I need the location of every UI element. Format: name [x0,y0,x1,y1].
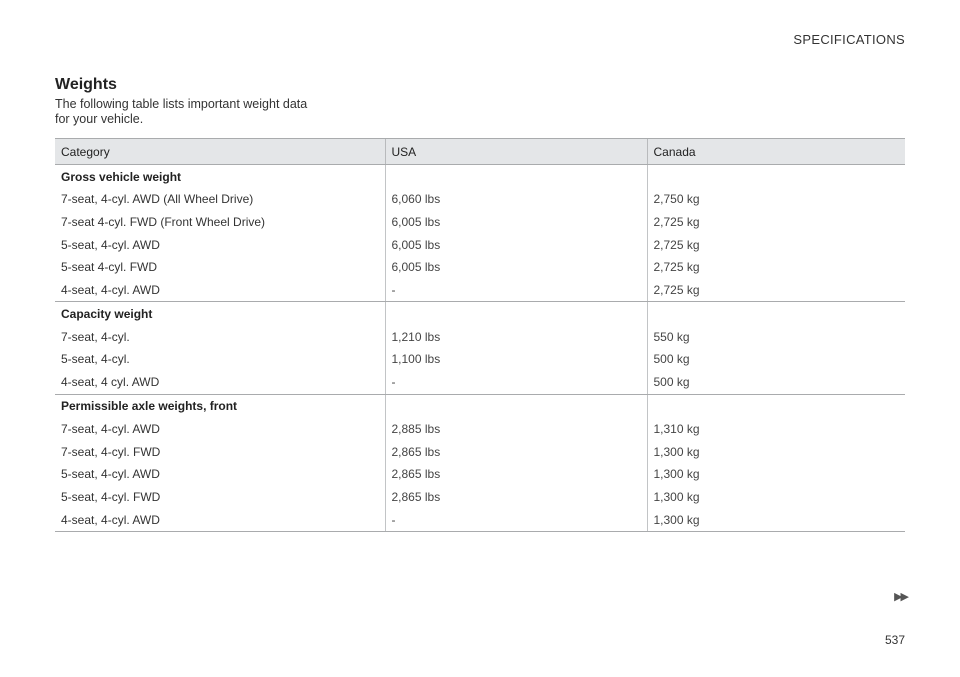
row-usa-value: 6,060 lbs [385,188,647,211]
group-header-row [55,302,905,326]
group-title: Permissible axle weights, front [61,399,238,413]
row-usa-value: 2,865 lbs [385,486,647,509]
section-title: Weights [55,76,117,93]
table-row [55,348,905,371]
row-usa-value: - [385,508,647,531]
row-usa-value: 6,005 lbs [385,233,647,256]
row-category: 5-seat, 4-cyl. AWD [61,237,160,252]
row-usa-value: - [385,371,647,394]
double-triangle-right-icon: ▶▶ [894,591,907,603]
row-usa-value: 6,005 lbs [385,211,647,234]
row-usa-value: 1,210 lbs [385,325,647,348]
table-row [55,279,905,302]
row-usa-value: 2,885 lbs [385,418,647,441]
row-canada-value: 1,300 kg [647,440,905,463]
table-group-capacity-weight [55,302,905,394]
row-category: 7-seat, 4-cyl. AWD [61,421,160,436]
row-category: 7-seat, 4-cyl. FWD [61,444,161,459]
row-category: 7-seat, 4-cyl. AWD (All Wheel Drive) [61,192,254,207]
group-header-row [55,165,905,189]
row-category: 5-seat 4-cyl. FWD [61,260,158,275]
table-row [55,256,905,279]
table-row [55,211,905,234]
row-canada-value: 550 kg [647,325,905,348]
table-row [55,440,905,463]
row-canada-value: 2,725 kg [647,256,905,279]
row-category: 5-seat, 4-cyl. FWD [61,489,161,504]
row-canada-value: 1,300 kg [647,508,905,531]
row-canada-value: 1,300 kg [647,463,905,486]
column-header-usa: USA [385,139,647,165]
table-row [55,486,905,509]
table-group-axle-weights-front [55,394,905,531]
table-group-gross-vehicle-weight [55,165,905,302]
row-category: 7-seat, 4-cyl. [61,329,130,344]
running-header: SPECIFICATIONS [793,32,905,47]
row-usa-value: 1,100 lbs [385,348,647,371]
row-canada-value: 500 kg [647,371,905,394]
table-row [55,508,905,531]
row-category: 4-seat, 4-cyl. AWD [55,508,385,531]
row-category: 5-seat, 4-cyl. AWD [61,467,160,482]
group-title: Capacity weight [61,306,153,321]
row-usa-value: 2,865 lbs [385,463,647,486]
row-category: 4-seat, 4 cyl. AWD [55,371,385,394]
table-row [55,463,905,486]
row-category: 5-seat, 4-cyl. [61,352,130,367]
table-row [55,233,905,256]
weights-table [55,138,905,532]
row-canada-value: 2,725 kg [647,211,905,234]
row-category: 7-seat 4-cyl. FWD (Front Wheel Drive) [61,215,266,230]
column-header-canada: Canada [647,139,905,165]
table-row [55,188,905,211]
page-number: 537 [884,633,905,647]
row-canada-value: 1,300 kg [647,486,905,509]
intro-text: The following table lists important weight data for your vehicle. [55,97,308,126]
row-usa-value: - [385,279,647,302]
row-canada-value: 2,725 kg [647,233,905,256]
table-row [55,418,905,441]
table-header-row [55,139,905,165]
row-usa-value: 2,865 lbs [385,440,647,463]
row-canada-value: 1,310 kg [647,418,905,441]
group-header-row [55,394,905,418]
row-category: 4-seat, 4-cyl. AWD [55,279,385,302]
row-canada-value: 500 kg [647,348,905,371]
row-usa-value: 6,005 lbs [385,256,647,279]
group-title: Gross vehicle weight [61,169,182,184]
row-canada-value: 2,750 kg [647,188,905,211]
table-row [55,371,905,394]
column-header-category: Category [55,139,385,165]
row-canada-value: 2,725 kg [647,279,905,302]
table-row [55,325,905,348]
